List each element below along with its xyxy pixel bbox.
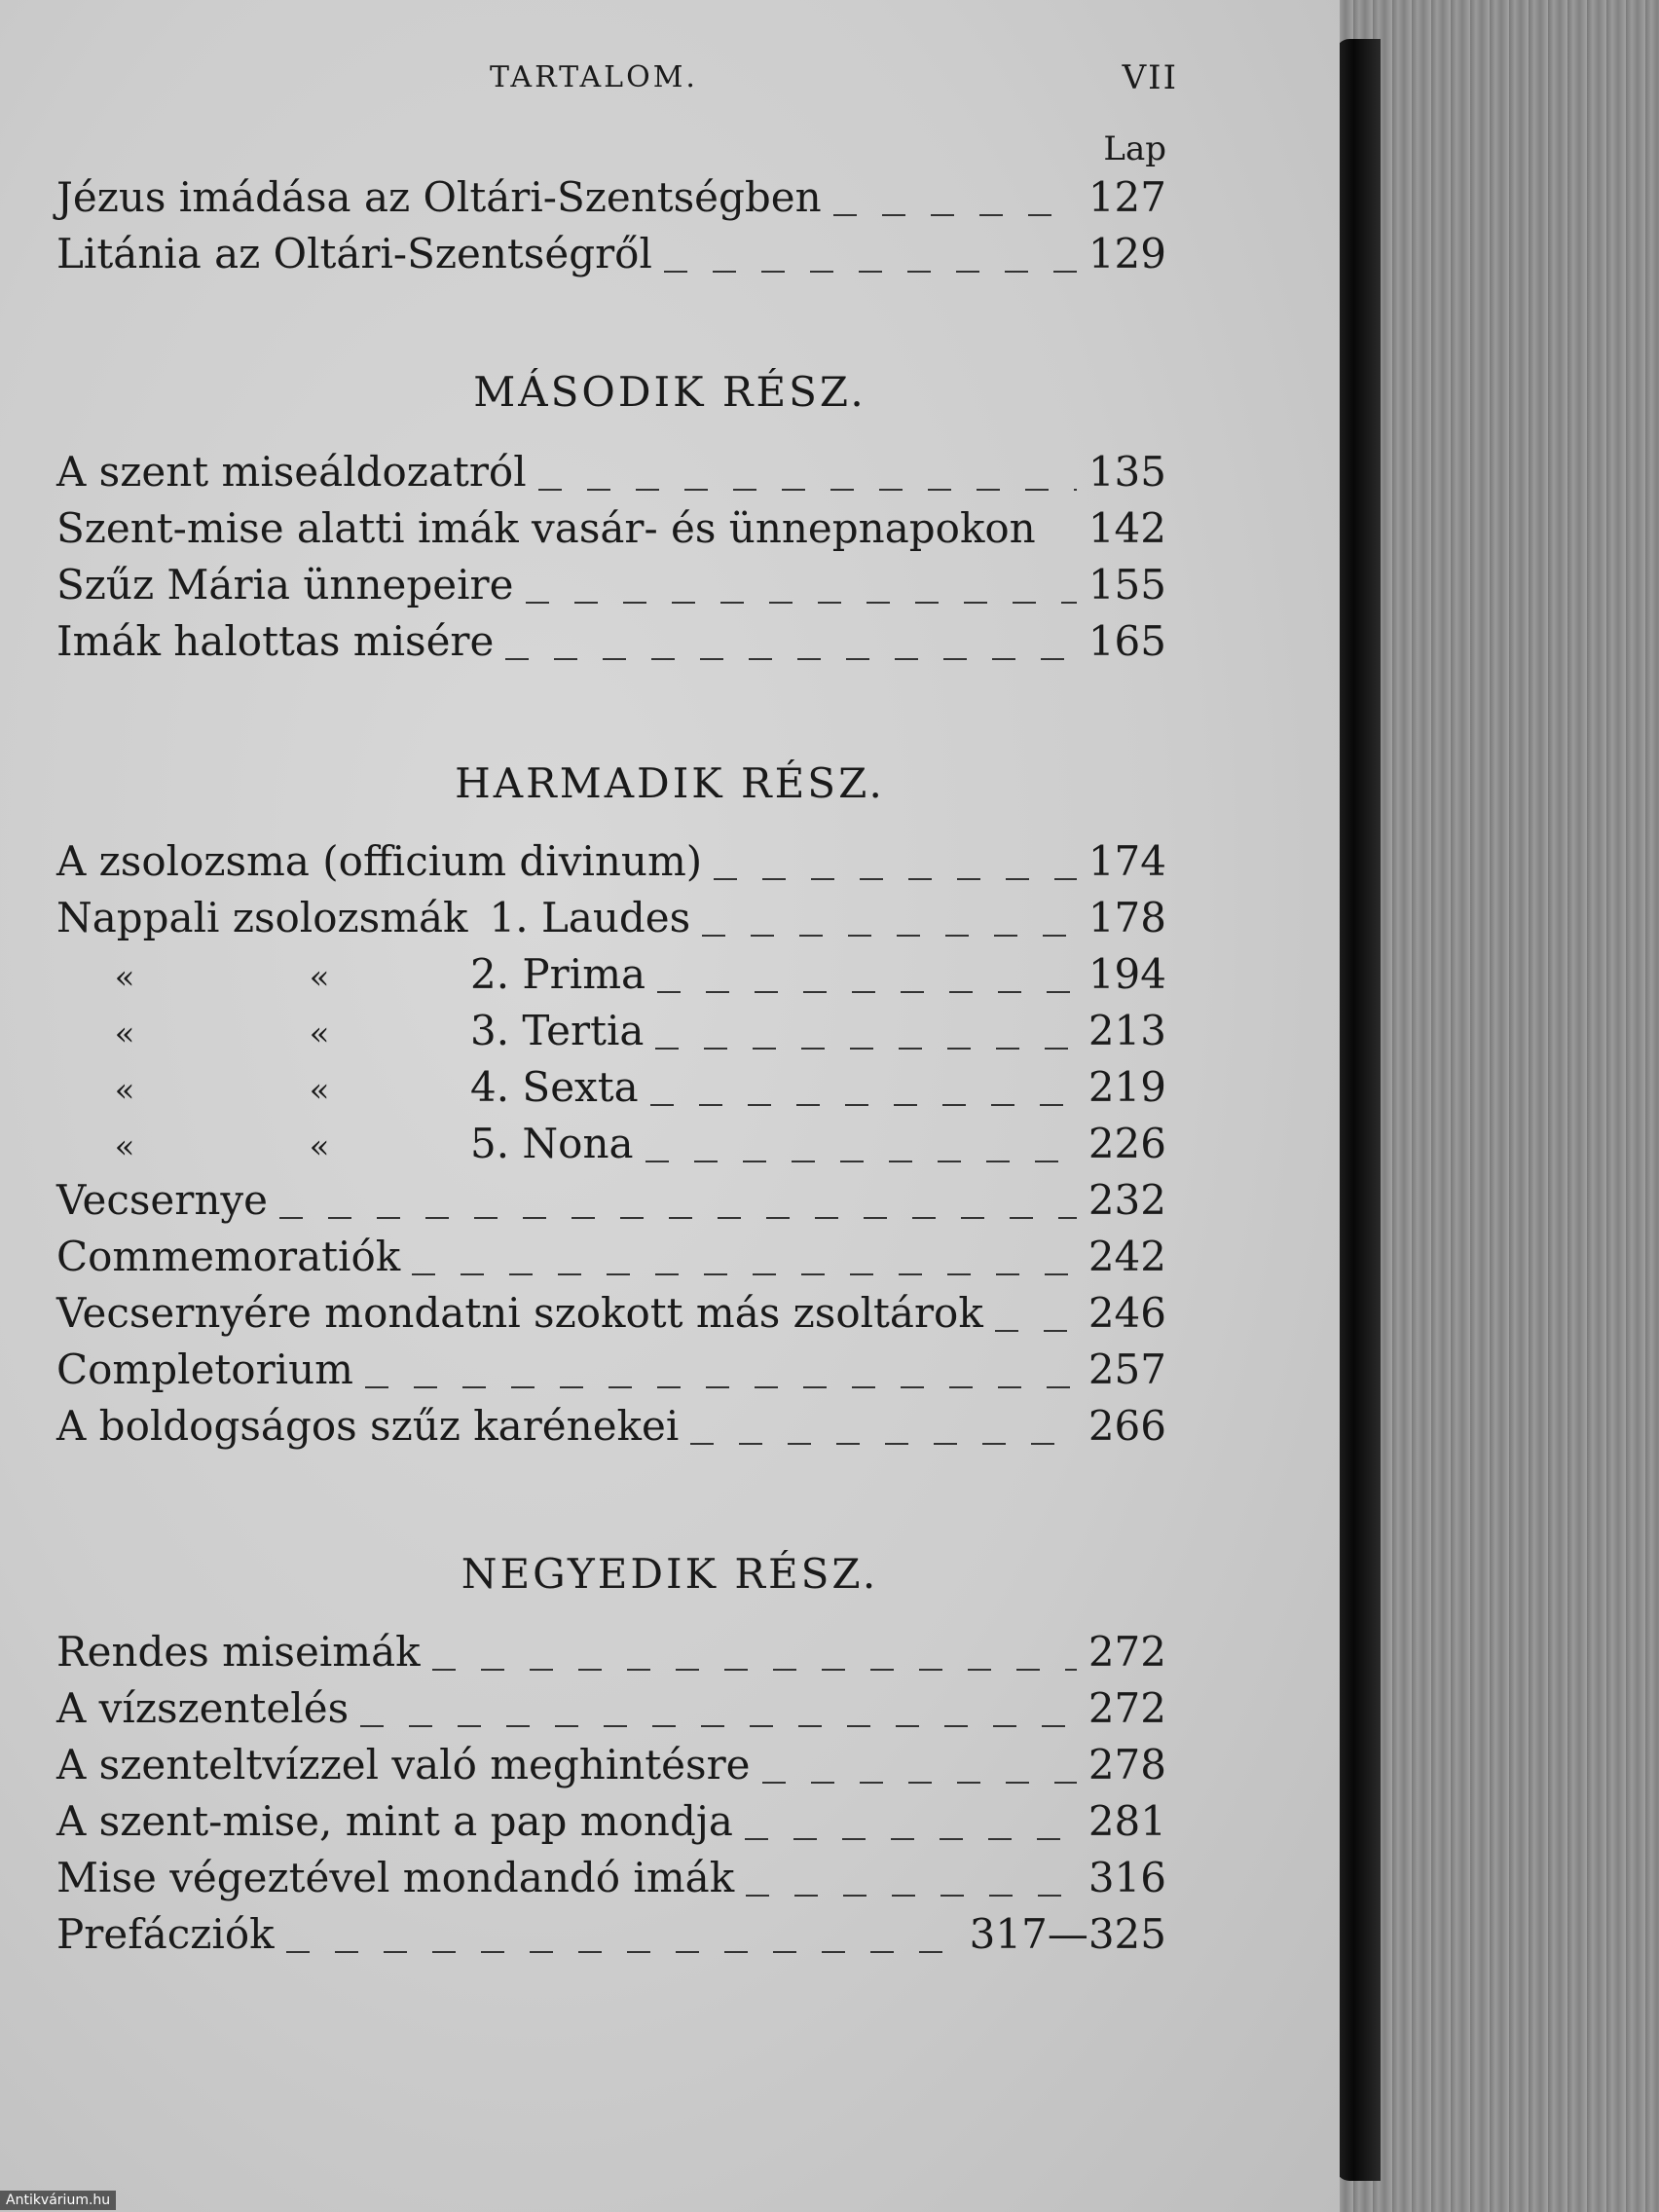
entry-page: 281	[1088, 1797, 1166, 1845]
toc-entry	[56, 504, 1166, 561]
ditto-mark: «	[114, 1014, 135, 1053]
toc-entry	[56, 230, 1166, 286]
background-surface	[1334, 0, 1659, 2212]
dot-leader	[645, 1161, 1077, 1162]
ditto-mark: «	[309, 958, 330, 997]
toc-entry	[56, 837, 1166, 894]
dot-leader	[538, 489, 1077, 491]
toc-entry	[56, 617, 1166, 674]
entry-page: 272	[1088, 1684, 1166, 1732]
entry-page: 317—325	[969, 1910, 1166, 1958]
entry-page: 272	[1088, 1628, 1166, 1676]
dot-leader	[412, 1273, 1077, 1275]
dot-leader	[664, 271, 1077, 273]
entry-title: Vecsernyére mondatni szokott más zsoltárok	[56, 1289, 983, 1337]
running-title: TARTALOM.	[490, 60, 698, 94]
entry-title: A vízszentelés	[56, 1684, 350, 1732]
dot-leader	[745, 1838, 1077, 1840]
toc-entry	[56, 1233, 1166, 1289]
entry-page: 129	[1088, 230, 1166, 277]
toc-entry	[56, 448, 1166, 504]
entry-page: 257	[1088, 1346, 1166, 1393]
ditto-mark: «	[309, 1071, 330, 1110]
entry-page: 226	[1088, 1120, 1166, 1167]
ditto-mark: «	[309, 1127, 330, 1166]
entry-page: 174	[1088, 837, 1166, 885]
entry-title: Rendes miseimák	[56, 1628, 421, 1676]
section-heading: MÁSODIK RÉSZ.	[473, 368, 866, 416]
dot-leader	[432, 1669, 1077, 1671]
toc-entry	[56, 1289, 1166, 1346]
entry-title: Szűz Mária ünnepeire	[56, 561, 514, 608]
dot-leader	[762, 1782, 1077, 1784]
toc-entry	[56, 1346, 1166, 1402]
toc-entry	[56, 894, 1166, 950]
entry-title: Szent-mise alatti imák vasár- és ünnepnapokon	[56, 504, 1036, 552]
ditto-mark: «	[114, 958, 135, 997]
dot-leader	[746, 1895, 1077, 1897]
ditto-mark: «	[114, 1127, 135, 1166]
dot-leader	[714, 878, 1077, 880]
toc-entry	[56, 1628, 1166, 1684]
ditto-mark: «	[114, 1071, 135, 1110]
dot-leader	[650, 1104, 1077, 1106]
entry-title: A szenteltvízzel való meghintésre	[56, 1741, 751, 1788]
entry-subtitle: 4. Sexta	[470, 1063, 639, 1111]
entry-title: A szent miseáldozatról	[56, 448, 527, 496]
entry-subtitle: 3. Tertia	[470, 1007, 645, 1054]
toc-entry	[56, 1684, 1166, 1741]
page-column-label: Lap	[1103, 129, 1166, 168]
entry-title: Imák halottas misére	[56, 617, 495, 665]
dot-leader	[655, 1048, 1076, 1050]
entry-page: 155	[1088, 561, 1166, 608]
toc-entry	[56, 173, 1166, 230]
dot-leader	[833, 214, 1077, 216]
section-heading: HARMADIK RÉSZ.	[455, 759, 885, 807]
toc-entry	[56, 561, 1166, 617]
entry-title: Completorium	[56, 1346, 353, 1393]
toc-entry	[56, 1854, 1166, 1910]
dot-leader	[365, 1386, 1077, 1388]
toc-entry	[56, 950, 1166, 1007]
entry-title: A szent-mise, mint a pap mondja	[56, 1797, 733, 1845]
entry-title: A boldogságos szűz karénekei	[56, 1402, 680, 1450]
entry-title: Jézus imádása az Oltári-Szentségben	[56, 173, 822, 221]
entry-title: A zsolozsma (officium divinum)	[56, 837, 703, 885]
entry-title: Prefácziók	[56, 1910, 275, 1958]
book-spine	[1336, 39, 1381, 2181]
dot-leader	[286, 1951, 958, 1953]
entry-page: 178	[1088, 894, 1166, 941]
entry-title: Mise végeztével mondandó imák	[56, 1854, 735, 1901]
page-number: VII	[1122, 58, 1178, 97]
dot-leader	[702, 935, 1077, 937]
entry-title: Litánia az Oltári-Szentségről	[56, 230, 652, 277]
entry-page: 194	[1088, 950, 1166, 998]
entry-title: Nappali zsolozsmák	[56, 894, 468, 941]
dot-leader	[657, 991, 1077, 993]
toc-entry	[56, 1007, 1166, 1063]
dot-leader	[526, 602, 1077, 604]
watermark: Antikvárium.hu	[0, 2191, 116, 2210]
toc-entry	[56, 1402, 1166, 1458]
entry-page: 316	[1088, 1854, 1166, 1901]
entry-subtitle: 5. Nona	[470, 1120, 634, 1167]
entry-page: 127	[1088, 173, 1166, 221]
toc-entry	[56, 1741, 1166, 1797]
entry-page: 246	[1088, 1289, 1166, 1337]
dot-leader	[279, 1217, 1077, 1219]
entry-page: 219	[1088, 1063, 1166, 1111]
toc-entry	[56, 1797, 1166, 1854]
entry-page: 242	[1088, 1233, 1166, 1280]
ditto-mark: «	[309, 1014, 330, 1053]
entry-title: Vecsernye	[56, 1176, 268, 1224]
dot-leader	[1048, 545, 1077, 547]
entry-page: 135	[1088, 448, 1166, 496]
entry-page: 165	[1088, 617, 1166, 665]
entry-title: Commemoratiók	[56, 1233, 401, 1280]
dot-leader	[690, 1443, 1077, 1445]
entry-subtitle: 1. Laudes	[489, 894, 691, 941]
toc-entry	[56, 1063, 1166, 1120]
entry-page: 232	[1088, 1176, 1166, 1224]
entry-page: 266	[1088, 1402, 1166, 1450]
toc-entry	[56, 1120, 1166, 1176]
section-heading: NEGYEDIK RÉSZ.	[461, 1550, 879, 1598]
entry-page: 213	[1088, 1007, 1166, 1054]
dot-leader	[505, 658, 1076, 660]
dot-leader	[995, 1330, 1077, 1332]
dot-leader	[360, 1725, 1077, 1727]
toc-entry	[56, 1176, 1166, 1233]
toc-entry	[56, 1910, 1166, 1967]
entry-subtitle: 2. Prima	[470, 950, 646, 998]
entry-page: 278	[1088, 1741, 1166, 1788]
entry-page: 142	[1088, 504, 1166, 552]
